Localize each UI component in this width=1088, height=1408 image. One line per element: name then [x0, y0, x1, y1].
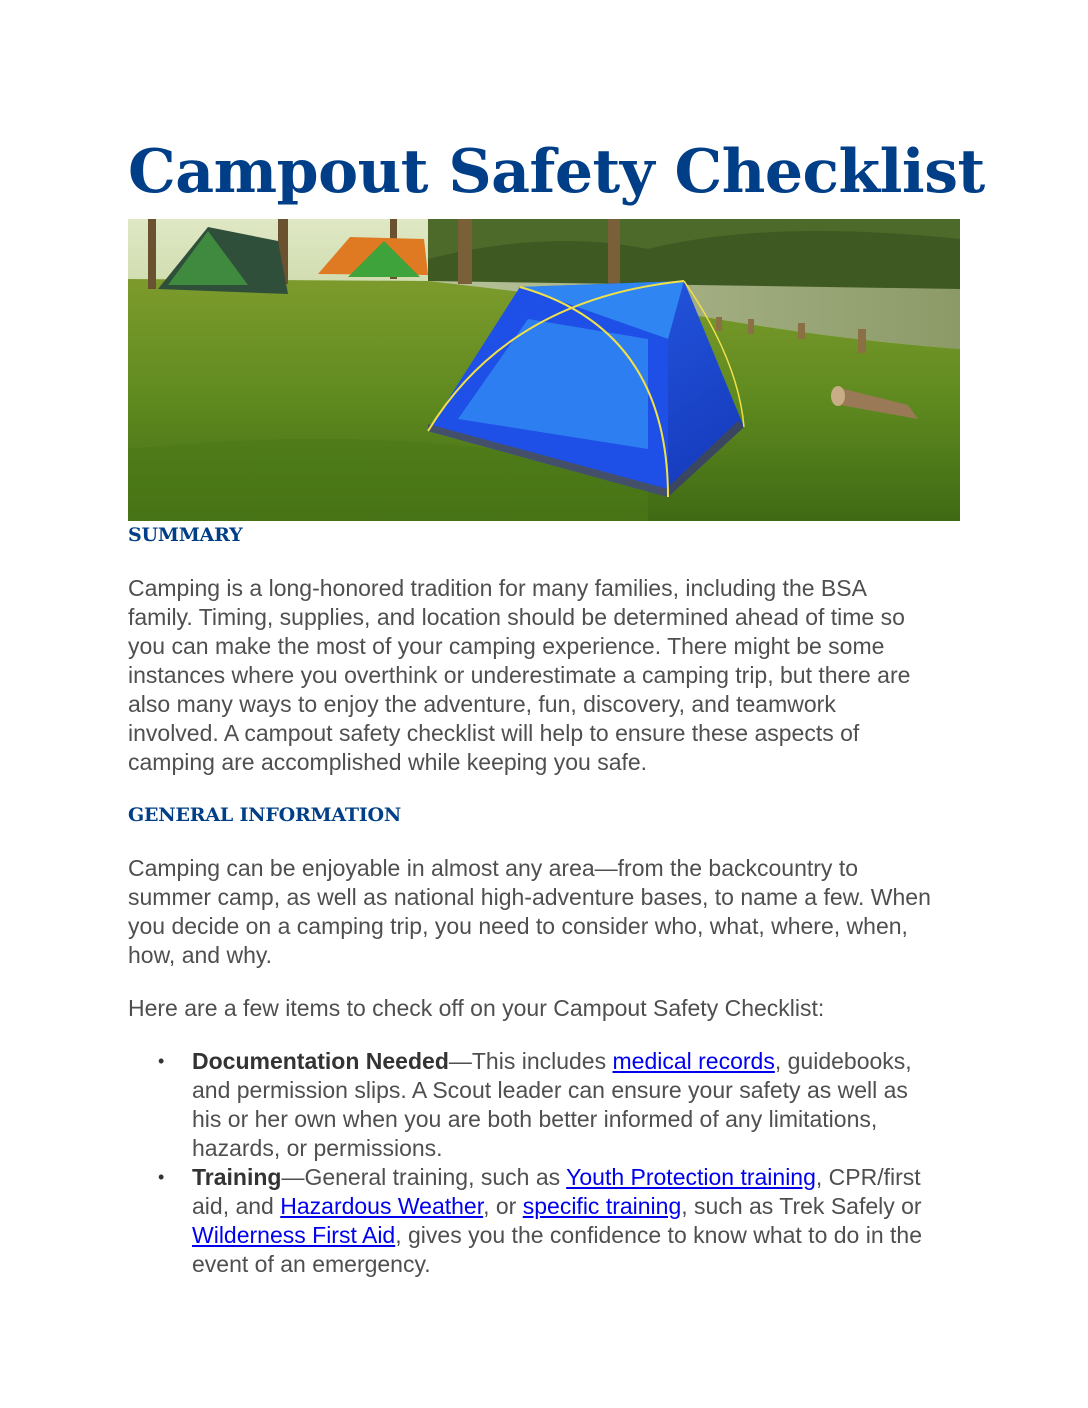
- list-item: [128, 1047, 968, 1163]
- checklist: [128, 1047, 968, 1279]
- item-text: and permission slips. A Scout leader can ensure your safety as well as: [192, 1077, 908, 1103]
- summary-line: also many ways to enjoy the adventure, fun, discovery, and teamwork: [128, 691, 836, 717]
- summary-line: Camping is a long-honored tradition for many families, including the BSA: [128, 575, 867, 601]
- general-info-heading: GENERAL INFORMATION: [128, 804, 402, 826]
- bullet-icon: •: [158, 1167, 165, 1187]
- bullet-icon: •: [158, 1051, 165, 1071]
- summary-line: you can make the most of your camping experience. There might be some: [128, 633, 885, 659]
- summary-line: involved. A campout safety checklist will help to ensure these aspects of: [128, 720, 860, 746]
- list-item: [128, 1163, 968, 1279]
- summary-line: family. Timing, supplies, and location should be determined ahead of time so: [128, 604, 905, 630]
- medical-records-link[interactable]: medical records: [612, 1048, 775, 1074]
- item-text: , CPR/first: [815, 1164, 921, 1190]
- summary-line: camping are accomplished while keeping you safe.: [128, 749, 648, 775]
- item-text: his or her own when you are both better informed of any limitations,: [192, 1106, 878, 1132]
- wilderness-first-aid-link[interactable]: Wilderness First Aid: [192, 1222, 396, 1248]
- page-title: Campout Safety Checklist: [128, 137, 985, 207]
- summary-heading: SUMMARY: [128, 524, 243, 546]
- item-text: —General training, such as: [281, 1164, 567, 1190]
- specific-training-link[interactable]: specific training: [522, 1193, 682, 1219]
- general-line: how, and why.: [128, 942, 273, 968]
- checklist-intro: Here are a few items to check off on your Campout Safety Checklist:: [128, 995, 825, 1021]
- summary-paragraph: [128, 574, 968, 777]
- hazardous-weather-link[interactable]: Hazardous Weather: [280, 1193, 484, 1219]
- item-title: Documentation Needed: [192, 1048, 449, 1074]
- general-line: summer camp, as well as national high-adventure bases, to name a few. When: [128, 884, 931, 910]
- item-text: event of an emergency.: [192, 1251, 431, 1277]
- item-text: , or: [483, 1193, 523, 1219]
- general-info-paragraph: [128, 854, 968, 970]
- item-text: , such as Trek Safely or: [681, 1193, 922, 1219]
- general-line: Camping can be enjoyable in almost any area—from the backcountry to: [128, 855, 859, 881]
- item-title: Training: [192, 1164, 282, 1190]
- general-line: you decide on a camping trip, you need to consider who, what, where, when,: [128, 913, 908, 939]
- summary-line: instances where you overthink or underestimate a camping trip, but there are: [128, 662, 911, 688]
- item-text: —This includes: [448, 1048, 613, 1074]
- item-text: aid, and: [192, 1193, 281, 1219]
- item-text: , gives you the confidence to know what to do in the: [395, 1222, 922, 1248]
- youth-protection-training-link[interactable]: Youth Protection training: [566, 1164, 816, 1190]
- item-text: hazards, or permissions.: [192, 1135, 443, 1161]
- hero-image: [128, 219, 960, 521]
- item-text: , guidebooks,: [774, 1048, 912, 1074]
